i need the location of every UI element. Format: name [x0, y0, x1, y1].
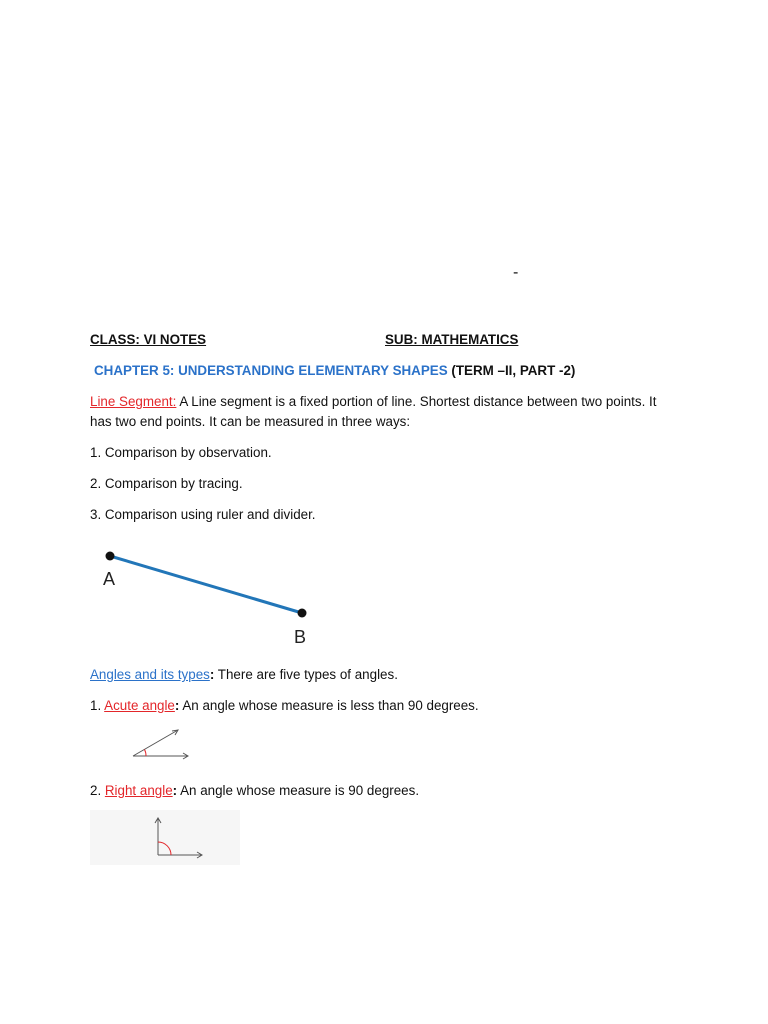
point-a-label: A — [103, 569, 116, 589]
acute-angle-term: Acute angle — [104, 698, 175, 713]
acute-angle-colon: : — [174, 698, 180, 713]
right-angle-term: Right angle — [104, 783, 173, 798]
acute-arc — [145, 750, 147, 757]
angles-intro: There are five types of angles. — [214, 667, 398, 682]
acute-angle-line — [90, 696, 479, 716]
line-segment-paragraph — [90, 392, 690, 432]
chapter-heading — [94, 361, 575, 381]
point-b-label: B — [294, 627, 307, 647]
right-angle-figure-box — [90, 810, 240, 865]
angles-heading: Angles and its types — [90, 667, 210, 682]
acute-angle-number: 1. — [90, 698, 105, 713]
stray-dash: - — [513, 264, 519, 281]
segment-line — [110, 556, 302, 613]
subject-label: SUB: MATHEMATICS — [385, 332, 519, 347]
way-item-2: 2. Comparison by tracing. — [90, 476, 243, 491]
angles-heading-line — [90, 665, 398, 685]
right-angle-line — [90, 781, 419, 801]
right-angle-figure — [90, 810, 240, 865]
chapter-term: (TERM –II, PART -2) — [451, 363, 576, 378]
class-label: CLASS: VI NOTES — [90, 332, 207, 347]
chapter-title: CHAPTER 5: UNDERSTANDING ELEMENTARY SHAPES — [94, 363, 448, 378]
line-segment-term: Line Segment: — [90, 394, 177, 409]
right-arc — [158, 842, 171, 855]
line-segment-figure — [95, 545, 325, 650]
acute-slant-ray — [133, 730, 178, 756]
acute-angle-figure — [128, 724, 198, 764]
acute-angle-definition: An angle whose measure is less than 90 degrees. — [179, 698, 479, 713]
way-item-1: 1. Comparison by observation. — [90, 445, 272, 460]
point-b-dot — [298, 609, 307, 618]
line-segment-definition-2: has two end points. It can be measured in three ways: — [90, 414, 411, 429]
way-item-3: 3. Comparison using ruler and divider. — [90, 507, 316, 522]
line-segment-definition-1: A Line segment is a fixed portion of line. Shortest distance between two points. It — [176, 394, 657, 409]
right-angle-colon: : — [172, 783, 178, 798]
point-a-dot — [106, 552, 115, 561]
angles-heading-colon: : — [209, 667, 215, 682]
right-angle-number: 2. — [90, 783, 105, 798]
right-angle-definition: An angle whose measure is 90 degrees. — [177, 783, 420, 798]
